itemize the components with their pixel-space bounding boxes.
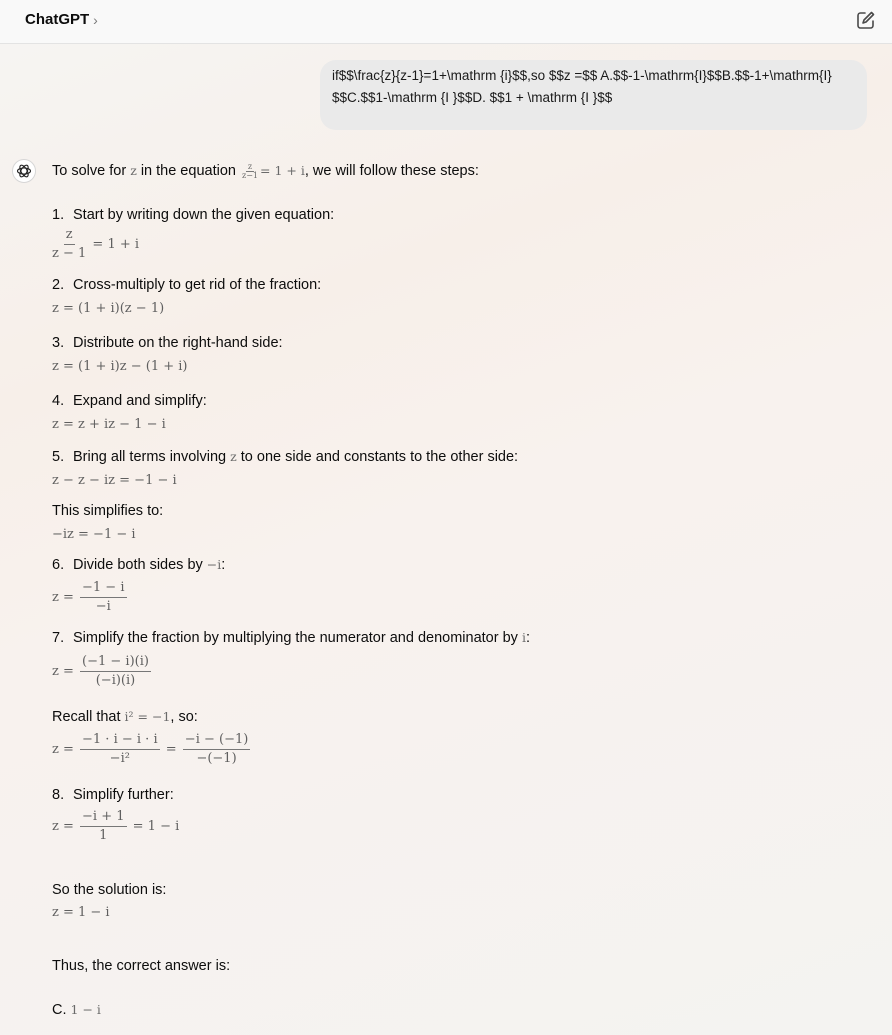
top-bar (0, 0, 892, 44)
fraction-numerator: −i + 1 (80, 810, 126, 827)
step-3 (52, 334, 283, 352)
answer-letter: C. (52, 1002, 67, 1018)
step-5-math: z − z − iz = −1 − i (52, 473, 177, 488)
fraction-denominator: −i (95, 599, 111, 614)
fraction-denominator: z−1 (241, 170, 258, 180)
step-2 (52, 276, 321, 294)
step-text: Simplify the fraction by multiplying the numerator and denominator by (73, 630, 518, 646)
step-1-math (52, 228, 139, 261)
step-number: 2. (52, 277, 65, 293)
equation-rhs: = 1 + i (92, 237, 140, 252)
step-number: 4. (52, 393, 65, 409)
answer-math: 1 − i (70, 1002, 101, 1017)
step-text-post: to one side and constants to the other side: (240, 449, 519, 465)
intro-text: To solve for (52, 163, 127, 179)
fraction-denominator: −i² (109, 751, 130, 766)
step-text: Divide both sides by (73, 557, 203, 573)
step-3-math: z = (1 + i)z − (1 + i) (52, 359, 188, 374)
simplifies-text: This simplifies to: (52, 503, 164, 519)
fraction-denominator: 1 (99, 828, 108, 843)
step-4-math: z = z + iz − 1 − i (52, 417, 166, 432)
assistant-intro (52, 162, 479, 180)
equation-lhs: z = (52, 590, 74, 605)
intro-text-post: , we will follow these steps: (304, 163, 479, 179)
model-selector[interactable] (25, 11, 98, 28)
step-6-math (52, 581, 129, 614)
step-7-math (52, 655, 153, 688)
edit-icon[interactable] (855, 9, 877, 31)
equation-rhs: = 1 − i (132, 819, 180, 834)
step-number: 7. (52, 630, 65, 646)
fraction-denominator: (−i)(i) (95, 673, 136, 688)
intro-var: z (130, 163, 137, 178)
equation-lhs: z = (52, 742, 74, 757)
equation-lhs: z = (52, 819, 74, 834)
step-number: 5. (52, 449, 65, 465)
solution-math: z = 1 − i (52, 905, 110, 920)
recall-text-pre: Recall that (52, 709, 121, 725)
step-number: 6. (52, 557, 65, 573)
app-title: ChatGPT (25, 11, 90, 28)
step-number: 1. (52, 207, 65, 223)
fraction-numerator: z (247, 161, 253, 171)
fraction-numerator: −1 · i − i · i (80, 733, 160, 750)
fraction-numerator: (−1 − i)(i) (80, 655, 151, 672)
user-message: if$$\frac{z}{z-1}=1+\mathrm {i}$$,so $$z =$$ A.$$-1-\mathrm{I}$$B.$$-1+\mathrm{I}$$C.$$1-\mathrm {I }$$D. $$1 + \mathrm {I }$$ (320, 60, 867, 130)
step-text: Start by writing down the given equation: (73, 207, 335, 223)
step-text-post: : (525, 630, 530, 646)
recall-text (52, 708, 198, 726)
step-8-math (52, 810, 179, 843)
solution-text: So the solution is: (52, 882, 167, 898)
intro-text-mid: in the equation (140, 163, 236, 179)
step-5 (52, 448, 518, 466)
step-text-post: : (221, 557, 226, 573)
equation-lhs: z = (52, 664, 74, 679)
fraction-numerator: −1 − i (80, 581, 126, 598)
step-var: i (521, 630, 526, 645)
step-text: Distribute on the right-hand side: (73, 335, 283, 351)
answer-line (52, 1001, 101, 1019)
fraction-denominator: z − 1 (52, 246, 87, 261)
fraction-numerator: −i − (−1) (183, 733, 251, 750)
step-8 (52, 786, 174, 804)
step-2-math: z = (1 + i)(z − 1) (52, 301, 165, 316)
fraction-numerator: z (64, 228, 75, 245)
step-number: 8. (52, 787, 65, 803)
recall-text-post: , so: (170, 709, 198, 725)
recall-math (52, 733, 252, 766)
step-var: −i (206, 557, 222, 572)
step-text: Expand and simplify: (73, 393, 207, 409)
intro-fraction (242, 163, 258, 180)
step-text: Cross-multiply to get rid of the fraction: (73, 277, 322, 293)
step-1 (52, 206, 334, 224)
answer-text: Thus, the correct answer is: (52, 958, 231, 974)
step-var: z (230, 449, 237, 464)
intro-eq-rhs: = 1 + i (260, 163, 305, 178)
step-7 (52, 629, 530, 647)
fraction-denominator: −(−1) (196, 751, 237, 766)
openai-logo-icon (12, 159, 36, 183)
chevron-right-icon: › (93, 11, 98, 28)
step-4 (52, 392, 207, 410)
simplifies-math: −iz = −1 − i (52, 527, 136, 542)
step-number: 3. (52, 335, 65, 351)
recall-var: i² = −1 (124, 709, 171, 724)
equals-sign: = (165, 742, 177, 757)
step-text: Bring all terms involving (73, 449, 227, 465)
step-text: Simplify further: (73, 787, 174, 803)
step-6 (52, 556, 225, 574)
